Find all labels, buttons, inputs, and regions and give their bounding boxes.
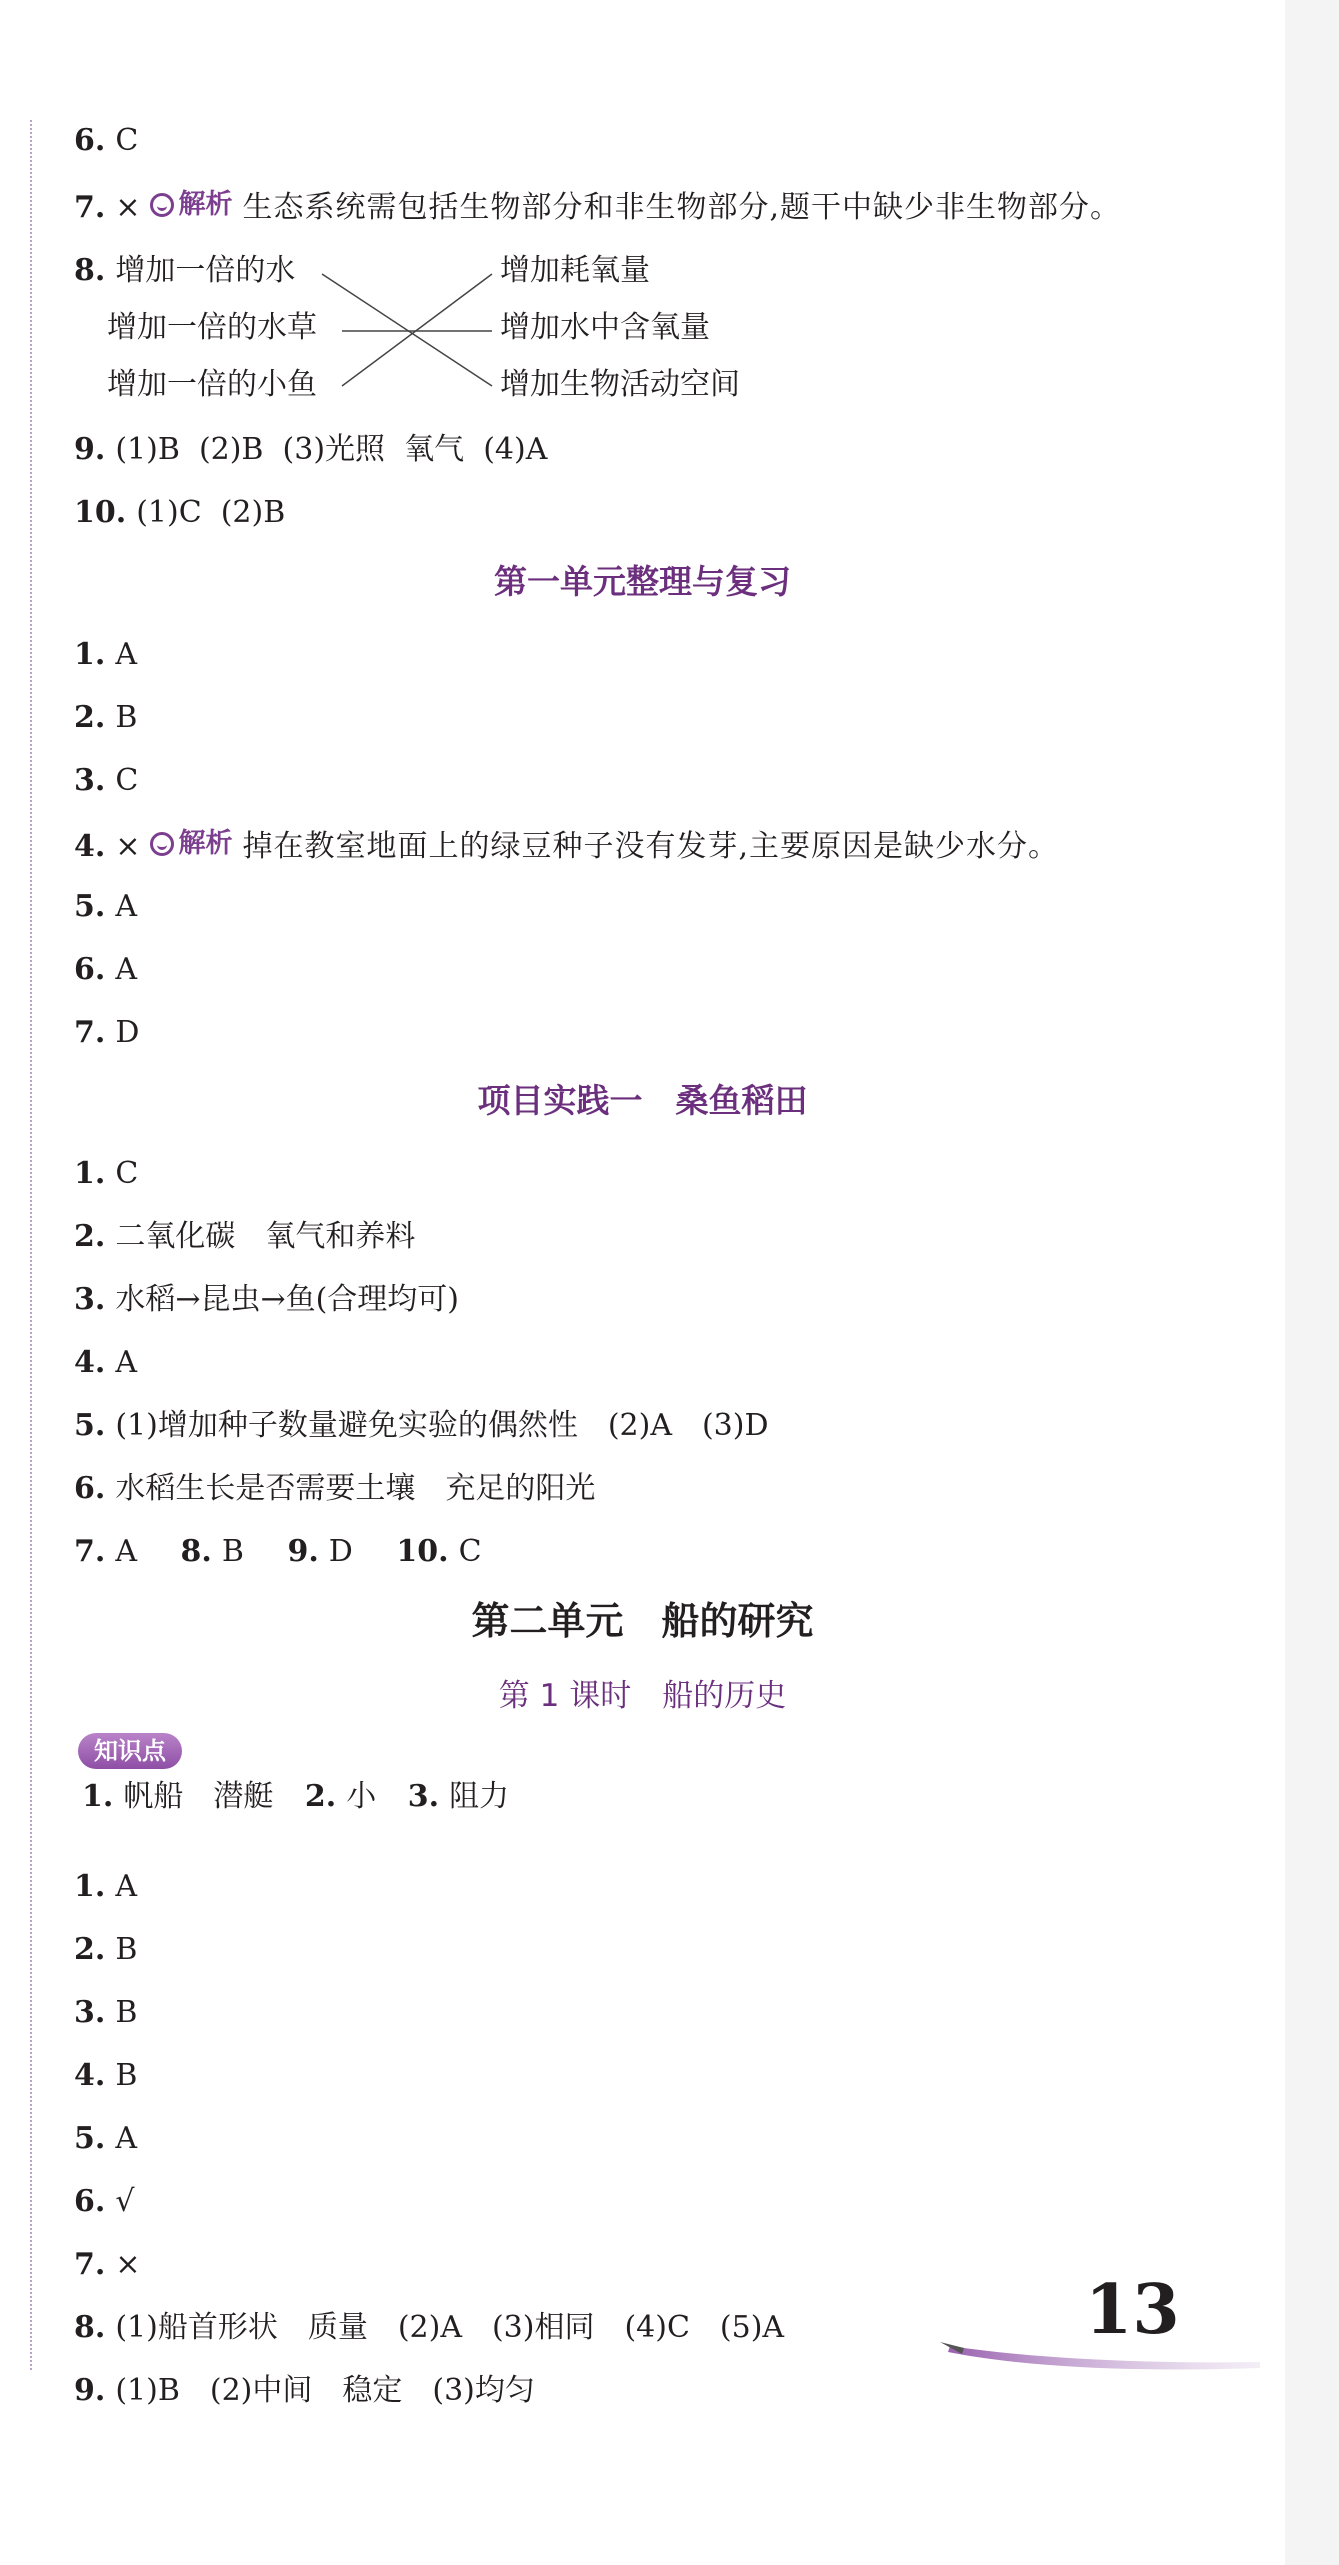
answer-item [74, 2309, 784, 2347]
item-number: 8. [74, 2310, 106, 2345]
answer-item [74, 494, 285, 532]
item-number: 2. [304, 1779, 337, 1814]
analysis-text: 掉在教室地面上的绿豆种子没有发芽,主要原因是缺少水分。 [242, 829, 1060, 864]
knowledge-point-badge: 知识点 [78, 1733, 182, 1769]
item-number: 5. [74, 1408, 106, 1443]
answer-text: A [115, 889, 137, 924]
answer-mark: × [115, 190, 141, 225]
match-right-item [500, 366, 740, 404]
answer-text: × [115, 2247, 141, 2282]
answer-text: C [115, 763, 139, 798]
answer-text: (1)B (2)中间 稳定 (3)均匀 [115, 2373, 535, 2408]
answer-text: (1)船首形状 质量 (2)A (3)相同 (4)C (5)A [115, 2310, 785, 2345]
item-number: 4. [74, 2058, 106, 2093]
answer-text: C [115, 1156, 139, 1191]
answer-mark: × [115, 829, 141, 864]
answer-item [74, 1994, 137, 2032]
answer-text: A [115, 2121, 137, 2156]
item-number: 6. [74, 1471, 106, 1506]
matching-lines [320, 256, 500, 396]
analysis-label [150, 186, 232, 224]
item-number: 7. [74, 1534, 106, 1569]
answer-text: (1)B (2)B (3)光照 氧气 (4)A [115, 432, 548, 467]
match-right-text: 增加生物活动空间 [500, 367, 740, 402]
page-edge [1285, 0, 1339, 2565]
answer-item [74, 1281, 459, 1319]
item-number: 6. [74, 123, 106, 158]
item-number: 1. [82, 1779, 114, 1814]
unit-title: 第二单元 船的研究 [471, 1599, 814, 1643]
page-number: 13 [1085, 2270, 1180, 2350]
section-title: 项目实践一 桑鱼稻田 [477, 1081, 808, 1120]
item-number: 8. [74, 253, 106, 288]
match-left-item [107, 309, 317, 347]
answer-text: 帆船 潜艇 [123, 1779, 274, 1814]
item-number: 8. [180, 1534, 212, 1569]
item-number: 3. [74, 1282, 106, 1317]
knowledge-point-answers [82, 1778, 509, 1816]
match-line [342, 274, 492, 386]
analysis-icon [150, 832, 174, 856]
match-left-item [74, 252, 295, 290]
answer-item [74, 431, 547, 469]
answer-text: (1)增加种子数量避免实验的偶然性 (2)A (3)D [115, 1408, 769, 1443]
answer-text: B [115, 700, 138, 735]
answer-item [74, 2120, 137, 2158]
match-left-item [107, 366, 317, 404]
answer-text: A [115, 1345, 137, 1380]
answer-item [74, 1218, 415, 1256]
answer-item [74, 1344, 137, 1382]
item-number: 3. [74, 1995, 106, 2030]
answer-text: A [115, 952, 137, 987]
answer-text: A [115, 1869, 137, 1904]
answer-text: (1)C (2)B [136, 495, 286, 530]
item-number: 7. [74, 190, 106, 225]
answer-item [74, 2372, 535, 2410]
answer-item [74, 636, 137, 674]
answer-text: C [115, 123, 139, 158]
analysis-label-text: 解析 [178, 189, 233, 220]
answer-item [74, 825, 1059, 866]
answer-text: C [458, 1534, 482, 1569]
item-number: 2. [74, 1219, 106, 1254]
lesson-title: 第 1 课时 船的历史 [498, 1678, 787, 1714]
item-number: 9. [287, 1534, 319, 1569]
answer-text: √ [115, 2184, 135, 2219]
answer-text: D [115, 1015, 140, 1050]
answer-text: 水稻生长是否需要土壤 充足的阳光 [115, 1471, 596, 1506]
item-number: 10. [74, 495, 127, 530]
item-number: 6. [74, 952, 106, 987]
item-number: 3. [74, 763, 106, 798]
answer-item [74, 186, 1121, 227]
answer-text: B [115, 1932, 138, 1967]
answer-text: A [115, 637, 137, 672]
item-number: 4. [74, 1345, 106, 1380]
item-number: 2. [74, 1932, 106, 1967]
match-left-text: 增加一倍的小鱼 [107, 367, 317, 402]
answer-item-group [74, 1533, 482, 1571]
answer-text: B [115, 1995, 138, 2030]
item-number: 5. [74, 889, 106, 924]
answer-text: 二氧化碳 氧气和养料 [115, 1219, 416, 1254]
analysis-label [150, 825, 232, 863]
answer-item [74, 1868, 137, 1906]
margin-dotted-line [30, 120, 32, 2370]
answer-text: B [221, 1534, 244, 1569]
item-number: 10. [396, 1534, 449, 1569]
answer-item [74, 1014, 139, 1052]
item-number: 5. [74, 2121, 106, 2156]
match-right-text: 增加耗氧量 [500, 253, 650, 288]
match-right-text: 增加水中含氧量 [500, 310, 710, 345]
answer-text: 阻力 [449, 1779, 510, 1814]
analysis-text: 生态系统需包括生物部分和非生物部分,题干中缺少非生物部分。 [242, 190, 1122, 225]
answer-item [74, 699, 137, 737]
answer-item [74, 1931, 137, 1969]
item-number: 1. [74, 637, 106, 672]
match-left-text: 增加一倍的水草 [107, 310, 317, 345]
match-right-item [500, 309, 710, 347]
item-number: 7. [74, 1015, 106, 1050]
item-number: 6. [74, 2184, 106, 2219]
match-right-item [500, 252, 650, 290]
item-number: 4. [74, 829, 106, 864]
answer-item [74, 2183, 134, 2221]
answer-text: 小 [346, 1779, 377, 1814]
section-title: 第一单元整理与复习 [494, 562, 791, 601]
answer-text: D [328, 1534, 353, 1569]
answer-item [74, 1155, 138, 1193]
match-left-text: 增加一倍的水 [115, 253, 296, 288]
answer-item [74, 888, 137, 926]
answer-item [74, 1470, 595, 1508]
answer-text: A [115, 1534, 137, 1569]
answer-item [74, 1407, 769, 1445]
answer-item [74, 2057, 137, 2095]
item-number: 9. [74, 2373, 106, 2408]
analysis-label-text: 解析 [178, 828, 233, 859]
answer-item [74, 762, 138, 800]
answer-item [74, 951, 137, 989]
item-number: 7. [74, 2247, 106, 2282]
match-line [322, 274, 492, 386]
answer-item [74, 2246, 140, 2284]
item-number: 1. [74, 1156, 106, 1191]
item-number: 2. [74, 700, 106, 735]
item-number: 3. [407, 1779, 440, 1814]
answer-item [74, 122, 138, 160]
item-number: 9. [74, 432, 106, 467]
item-number: 1. [74, 1869, 106, 1904]
analysis-icon [150, 193, 174, 217]
answer-text: B [115, 2058, 138, 2093]
answer-text: 水稻→昆虫→鱼(合理均可) [115, 1282, 460, 1317]
